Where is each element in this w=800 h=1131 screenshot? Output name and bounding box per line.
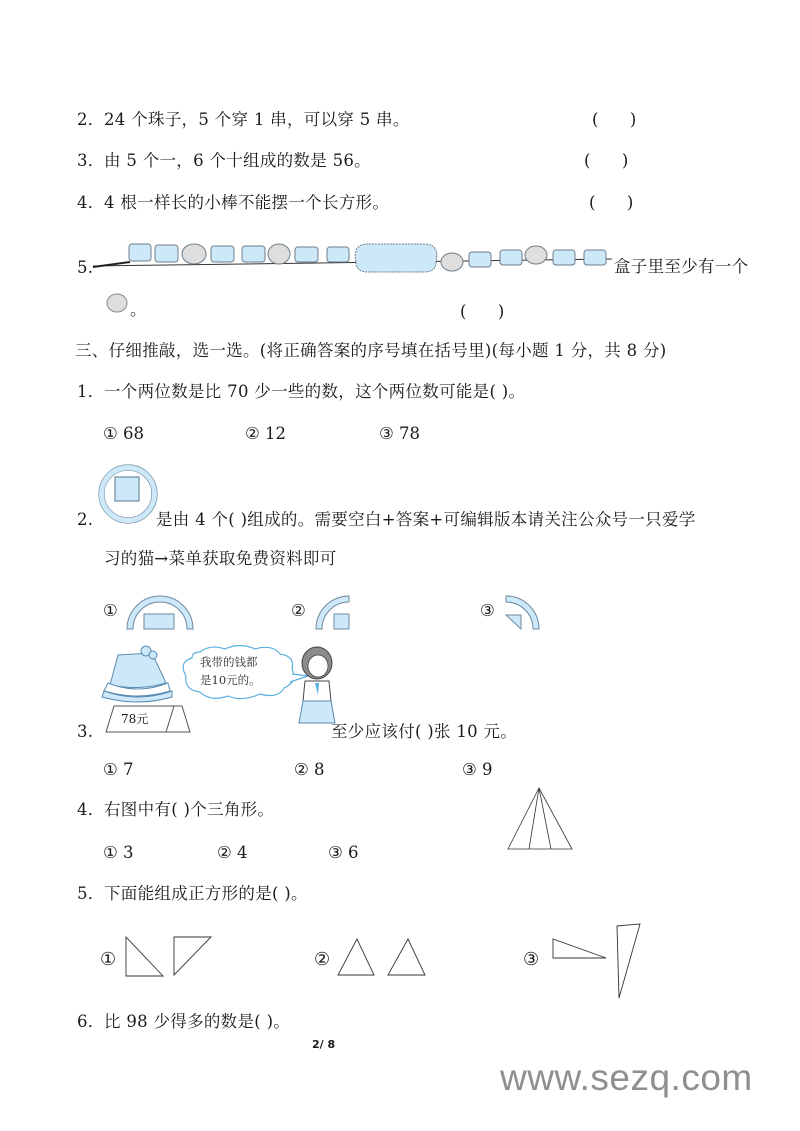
option-2[interactable]: ② (291, 601, 306, 620)
question-number: 2. (77, 510, 94, 529)
question-text: 4 根一样长的小棒不能摆一个长方形。 (104, 193, 390, 212)
answer-blank[interactable]: ( ) (460, 302, 505, 321)
option-1[interactable]: ① (103, 601, 118, 620)
watermark: www.sezq.com (500, 1057, 753, 1098)
grey-bead-icon (107, 294, 127, 312)
half-ring-with-rectangle-icon (125, 593, 195, 633)
answer-blank[interactable]: ( ) (589, 193, 634, 212)
quarter-ring-with-triangle-icon (504, 593, 544, 633)
option-1[interactable]: ① 3 (103, 843, 134, 862)
question-number: 5. (77, 258, 94, 277)
option-2[interactable]: ② 12 (245, 424, 287, 443)
question-number: 5． (77, 884, 105, 903)
two-right-triangles-icon (118, 935, 228, 985)
question-number: 3． (77, 151, 105, 170)
answer-blank[interactable]: ( ) (584, 151, 629, 170)
question-text-end: 。 (130, 300, 147, 319)
question-number: 4． (77, 800, 105, 819)
answer-blank[interactable]: ( ) (592, 110, 637, 129)
question-text: 24 个珠子，5 个穿 1 串，可以穿 5 串。 (104, 110, 410, 129)
question-text: 下面能组成正方形的是( )。 (104, 884, 308, 903)
option-1[interactable]: ① (100, 949, 117, 970)
speech-line-2: 是10元的。 (200, 673, 261, 687)
question-text: 一个两位数是比 70 少一些的数，这个两位数可能是( )。 (104, 382, 526, 401)
bead-string-image (0, 0, 800, 300)
question-number: 6． (77, 1012, 105, 1031)
two-long-triangles-icon (545, 922, 645, 1002)
price-tag (104, 704, 194, 734)
girl-illustration (295, 645, 340, 725)
option-3[interactable]: ③ 78 (379, 424, 421, 443)
option-2[interactable]: ② 8 (294, 760, 325, 779)
option-3[interactable]: ③ (523, 949, 540, 970)
quarter-ring-with-square-icon (314, 593, 354, 633)
question-number: 3. (77, 722, 94, 741)
option-3[interactable]: ③ 9 (462, 760, 493, 779)
page-number: 2/ 8 (312, 1038, 336, 1051)
question-text: 比 98 少得多的数是( )。 (104, 1012, 291, 1031)
question-number: 4． (77, 193, 105, 212)
option-1[interactable]: ① 7 (103, 760, 134, 779)
circle-with-square-image (95, 463, 165, 533)
question-text: 是由 4 个( )组成的。需要空白+答案+可编辑版本请关注公众号一只爱学 (156, 510, 696, 529)
option-3[interactable]: ③ (480, 601, 495, 620)
question-number: 2． (77, 110, 105, 129)
speech-line-1: 我带的钱都 (200, 655, 258, 669)
two-equilateral-triangles-icon (330, 935, 450, 985)
skirt-illustration (100, 643, 175, 703)
section-heading: 三、仔细推敲，选一选。(将正确答案的序号填在括号里)(每小题 1 分，共 8 分) (75, 341, 667, 360)
option-2[interactable]: ② 4 (217, 843, 248, 862)
price-label: 78元 (121, 712, 149, 726)
question-text: 由 5 个一，6 个十组成的数是 56。 (104, 151, 371, 170)
question-number: 1． (77, 382, 105, 401)
question-text: 至少应该付( )张 10 元。 (331, 722, 518, 741)
question-text: 右图中有( )个三角形。 (104, 800, 275, 819)
triangle-figure (505, 785, 585, 855)
question-text-line2: 习的猫→菜单获取免费资料即可 (104, 549, 337, 568)
question-text: 盒子里至少有一个 (614, 257, 749, 276)
option-2[interactable]: ② (314, 949, 331, 970)
option-3[interactable]: ③ 6 (328, 843, 359, 862)
option-1[interactable]: ① 68 (103, 424, 145, 443)
